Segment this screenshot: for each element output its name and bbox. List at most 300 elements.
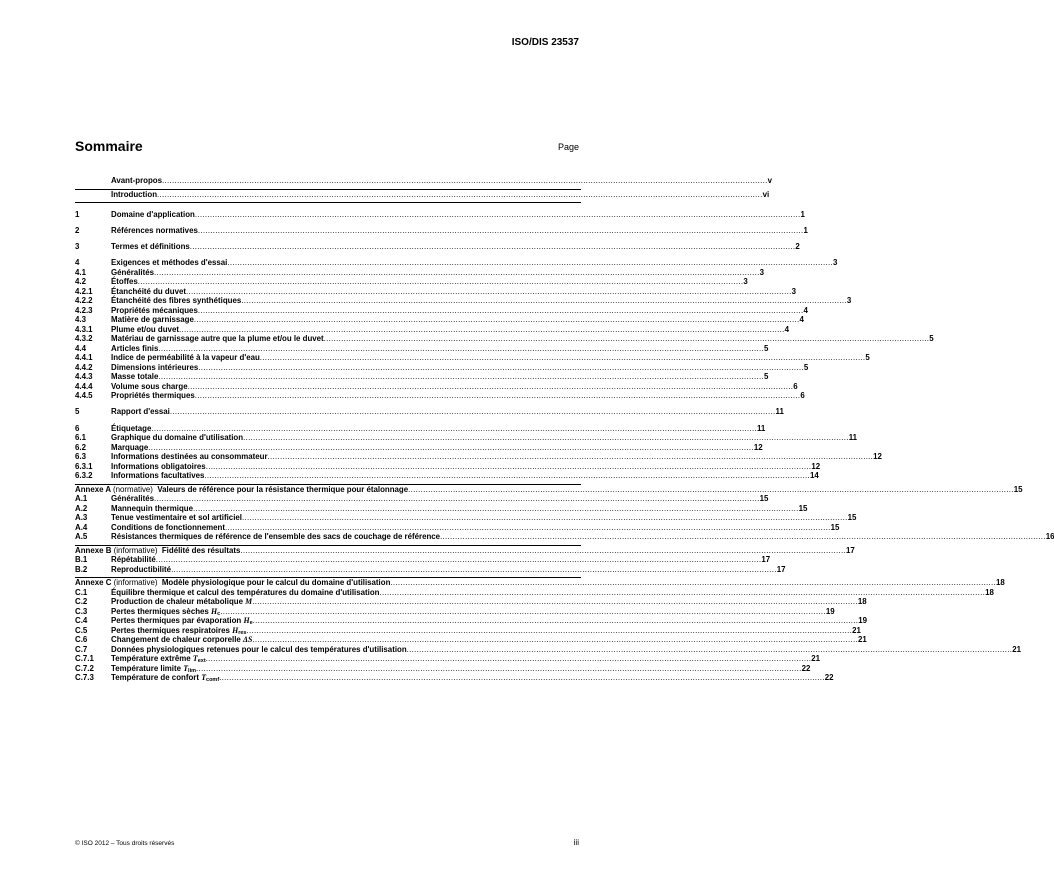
toc-entry-page: 17 [761, 555, 771, 565]
leader-dots [198, 226, 804, 236]
toc-entry-number: A.3 [75, 513, 88, 523]
toc-entry[interactable] [75, 532, 1054, 542]
toc-entry[interactable] [75, 673, 834, 684]
toc-entry-page: 3 [832, 258, 838, 268]
toc-entry-page: 17 [845, 545, 855, 555]
leader-dots [268, 452, 874, 462]
toc-entry-page: 15 [1013, 484, 1023, 494]
annex-title: Modèle physiologique pour le calcul du domaine d'utilisation [161, 578, 391, 588]
toc-entry-page: 12 [811, 461, 821, 471]
toc-entry-page: 3 [846, 296, 852, 306]
annex-title: Fidélité des résultats [161, 545, 241, 555]
toc-entry-title: Propriétés mécaniques [111, 305, 198, 315]
toc-entry-page: 19 [858, 616, 868, 626]
toc-entry-page: 21 [1012, 644, 1022, 654]
leader-dots [154, 494, 760, 504]
toc-entry-title: Informations obligatoires [111, 461, 206, 471]
doc-code: ISO/DIS 23537 [511, 37, 579, 48]
toc-entry-number: A.1 [75, 494, 88, 504]
toc-entry-page: 4 [799, 315, 804, 325]
toc-entry-title: Informations facultatives [111, 471, 205, 481]
leader-dots [196, 664, 802, 674]
toc-entry[interactable] [75, 407, 784, 417]
toc-entry-symbol: H [211, 606, 218, 616]
toc-entry-title: Matière de garnissage [111, 315, 194, 325]
leader-dots [408, 485, 1014, 495]
toc-entry-text [111, 226, 198, 236]
toc-entry[interactable] [75, 616, 868, 627]
toc-entry-title: Introduction [111, 189, 158, 199]
leader-dots [206, 462, 812, 472]
toc-entry[interactable] [75, 391, 805, 401]
leader-dots [204, 471, 810, 481]
toc-entry-title: Termes et définitions [111, 242, 190, 252]
toc-entry-page: 22 [824, 673, 834, 683]
toc-entry[interactable] [75, 503, 808, 514]
leader-dots [190, 242, 796, 252]
toc-entry-text [111, 268, 154, 278]
toc-entry-text [111, 407, 170, 417]
toc-entry-subscript: comf [206, 677, 220, 684]
toc-entry-title: Étanchéité des fibres synthétiques [111, 296, 242, 306]
toc-entry[interactable] [75, 372, 769, 382]
toc-entry-title: Données physiologiques retenues pour le calcul des températures d'utilisation [111, 644, 407, 654]
toc-entry-text [111, 353, 260, 363]
toc-entry-number: 4.4 [75, 343, 86, 353]
toc-entry[interactable] [75, 494, 769, 504]
leader-dots [253, 616, 859, 626]
toc-entry-number: A.4 [75, 522, 88, 532]
toc-entry-text [111, 471, 204, 481]
toc-entry[interactable] [75, 522, 840, 533]
toc-entry-text [111, 504, 193, 514]
leader-dots [151, 424, 757, 434]
toc-entry-text [111, 607, 220, 617]
toc-entry-page: 4 [803, 305, 808, 315]
toc-entry-title: Domaine d'application [111, 209, 195, 219]
leader-dots [198, 306, 804, 316]
toc-entry-page: 5 [763, 343, 769, 353]
toc-entry-page: 15 [847, 513, 857, 523]
toc-entry-title: Généralités [111, 267, 154, 277]
toc-entry-text [111, 242, 190, 252]
toc-entry-title: Reproductibilité [111, 564, 172, 574]
toc-entry-text [111, 258, 227, 268]
toc-entry-number: A.2 [75, 503, 88, 513]
toc-entry[interactable] [75, 471, 819, 481]
toc-entry-text [111, 597, 252, 607]
toc-entry-number: 4.3.2 [75, 334, 93, 344]
toc-entry-title: Informations destinées au consommateur [111, 452, 268, 462]
toc-entry-number: 4.4.5 [75, 391, 93, 401]
toc-entry-text [111, 626, 246, 636]
toc-entry-number: 6.3.1 [75, 461, 93, 471]
leader-dots [324, 334, 930, 344]
leader-dots [162, 176, 768, 186]
annex-type: (informative) [113, 545, 158, 555]
toc-entry-title: Étanchéité du duvet [111, 286, 186, 296]
leader-dots [156, 555, 762, 565]
leader-dots [170, 407, 776, 417]
toc-entry-page: 15 [759, 494, 769, 504]
toc-entry-title: Propriétés thermiques [111, 391, 195, 401]
annex-type: (normative) [113, 484, 153, 494]
toc-entry-page: 21 [857, 635, 867, 645]
toc-entry-page: 11 [848, 433, 858, 443]
toc-entry-number: B.2 [75, 564, 88, 574]
toc-entry-number: B.1 [75, 555, 88, 565]
leader-dots [390, 578, 996, 588]
toc-entry-text [111, 565, 171, 575]
toc-entry[interactable] [75, 555, 771, 565]
toc-entry-subscript: ext [197, 658, 206, 665]
toc-entry-text [111, 494, 154, 504]
toc-entry-page: 6 [800, 391, 805, 401]
toc-entry[interactable] [75, 353, 870, 363]
toc-entry-number: C.3 [75, 606, 88, 616]
toc-entry-page: 18 [857, 597, 867, 607]
toc-entry-number: 2 [75, 225, 80, 235]
toc-entry-number: 4.4.2 [75, 362, 93, 372]
toc-entry-title: Articles finis [111, 343, 159, 353]
toc-entry-number: C.7 [75, 644, 88, 654]
toc-entry-number: C.1 [75, 587, 88, 597]
toc-entry-page: 5 [803, 362, 809, 372]
leader-dots [220, 607, 826, 617]
toc-entry[interactable] [75, 452, 882, 462]
toc-entry-title: Indice de perméabilité à la vapeur d'eau [111, 353, 260, 363]
leader-dots [252, 597, 858, 607]
toc-entry-number: 4.4.1 [75, 353, 93, 363]
toc-entry-text [111, 344, 158, 354]
leader-dots [188, 382, 794, 392]
leader-dots [158, 372, 764, 382]
toc-entry-title: Changement de chaleur corporelle [111, 635, 241, 645]
toc-entry-page: 5 [929, 334, 934, 344]
leader-dots [193, 504, 799, 514]
toc-entry[interactable] [75, 442, 763, 453]
page-column-label: Page [557, 142, 579, 152]
annex-label: Annexe C [75, 578, 112, 588]
toc-entry-text [111, 635, 252, 645]
toc-title: Sommaire [75, 138, 143, 154]
annex-label: Annexe A [75, 484, 111, 494]
toc-entry-title: Avant-propos [111, 176, 162, 185]
toc-entry-page: 17 [776, 564, 786, 574]
toc-entry-page: 18 [985, 587, 994, 597]
leader-dots [240, 546, 846, 556]
toc-entry-text [111, 616, 253, 626]
toc-entry-page: 21 [811, 654, 821, 664]
toc-entry-text [111, 287, 186, 297]
toc-entry-text [111, 210, 195, 220]
toc-entry-page: 15 [798, 503, 808, 513]
toc-entry[interactable] [75, 461, 821, 472]
leader-dots [246, 626, 852, 636]
toc-entry[interactable] [75, 286, 796, 297]
toc-entry-number: C.2 [75, 597, 88, 607]
toc-entry-text [111, 645, 407, 655]
toc-entry[interactable] [75, 606, 835, 617]
toc-entry-text [111, 372, 158, 382]
leader-dots [179, 325, 785, 335]
leader-dots [195, 391, 801, 401]
leader-dots [241, 296, 847, 306]
toc-entry[interactable] [75, 258, 838, 268]
toc-entry-text [111, 673, 219, 683]
toc-entry[interactable] [75, 305, 808, 316]
toc-entry-title: Volume sous charge [111, 381, 188, 391]
toc-entry-symbol: M [245, 597, 253, 607]
toc-entry-number: C.6 [75, 635, 88, 645]
toc-entry[interactable] [75, 423, 766, 434]
toc-entry-title: Conditions de fonctionnement [111, 522, 225, 532]
toc-entry-text [111, 334, 324, 344]
toc-entry[interactable] [75, 564, 786, 575]
toc-entry-number: C.4 [75, 616, 88, 626]
toc-entry-page: 5 [865, 353, 870, 363]
toc-entry[interactable] [75, 597, 867, 607]
toc-entry-text [111, 176, 162, 186]
toc-entry-text [75, 485, 408, 495]
toc-entry-page: 15 [830, 522, 840, 532]
toc-entry-page: 3 [791, 286, 796, 296]
toc-entry-number: A.5 [75, 532, 88, 542]
toc-entry-number: 6.3.2 [75, 471, 93, 481]
leader-dots [138, 277, 744, 287]
leader-dots [158, 344, 764, 354]
toc-entry[interactable] [75, 484, 1023, 495]
toc-entry-page: 5 [764, 372, 769, 382]
toc-entry-symbol: ΔS [243, 635, 253, 645]
toc-entry-number: 4.2 [75, 277, 86, 287]
toc-entry[interactable] [75, 587, 994, 598]
toc-entry-title: Tenue vestimentaire et sol artificiel [111, 513, 242, 523]
toc-entry-title: Marquage [111, 442, 149, 452]
toc-entry-page: 22 [801, 663, 811, 673]
toc-entry[interactable] [75, 267, 764, 278]
toc-entry-title: Mannequin thermique [111, 503, 193, 513]
toc-entry-page: vi [762, 189, 770, 199]
toc-entry-text [111, 452, 268, 462]
toc-entry-number: C.7.3 [75, 673, 94, 683]
leader-dots [243, 433, 849, 443]
toc-entry-page: 14 [810, 471, 819, 481]
toc-entry-text [111, 433, 243, 443]
toc-entry-text [111, 382, 188, 392]
toc-entry-text [75, 578, 390, 588]
toc-entry[interactable] [75, 296, 852, 306]
toc-entry-page: 19 [825, 606, 835, 616]
toc-entry-symbol: H [243, 616, 250, 626]
toc-entry-symbol: T [201, 673, 207, 683]
toc-entry-title: Graphique du domaine d'utilisation [111, 433, 244, 443]
toc-entry-number: 5 [75, 407, 80, 417]
toc-entry-text [111, 363, 198, 373]
leader-dots [252, 635, 858, 645]
toc-entry-number: 4.1 [75, 267, 86, 277]
leader-dots [157, 190, 763, 200]
toc-entry[interactable] [75, 513, 857, 523]
toc-entry-title: Références normatives [111, 225, 198, 235]
toc-entry[interactable] [75, 433, 858, 443]
toc-entry-title: Pertes thermiques sèches [111, 606, 209, 616]
toc-entry[interactable] [75, 324, 789, 335]
toc-entry-number: 4.3 [75, 315, 86, 325]
toc-entry-title: Résistances thermiques de référence de l'ensemble des sacs de couchage de référence [111, 532, 441, 542]
toc-entry-page: v [767, 176, 773, 185]
toc-entry[interactable] [75, 315, 804, 325]
toc-entry-text [111, 532, 440, 542]
leader-dots [206, 654, 812, 664]
toc-entry[interactable] [75, 381, 798, 392]
toc-entry-subscript: e [249, 620, 253, 627]
toc-entry-page: 4 [784, 324, 789, 334]
toc-entry-text [111, 424, 151, 434]
toc-entry-symbol: T [192, 654, 198, 664]
toc-entry-page: 12 [873, 452, 882, 462]
toc-entry-number: C.5 [75, 625, 88, 635]
toc-entry-page: 16 [1045, 532, 1054, 542]
toc-entry-number: 1 [75, 209, 80, 219]
toc-entry-number: 4.2.1 [75, 286, 93, 296]
toc-entry[interactable] [75, 362, 809, 373]
leader-dots [242, 513, 848, 523]
toc-entry-title: Température extrême [111, 654, 191, 664]
toc-entry-text [111, 513, 242, 523]
toc-entry[interactable] [75, 209, 805, 220]
toc-entry-page: 21 [852, 625, 861, 635]
toc-entry-text [111, 462, 206, 472]
footer-copyright: © ISO 2012 – Tous droits réservés [75, 840, 175, 847]
toc-entry-text [111, 315, 194, 325]
toc-entry-symbol: H [232, 625, 239, 635]
toc-entry-page: 1 [803, 225, 808, 235]
toc-entry-text [111, 325, 179, 335]
leader-dots [194, 315, 800, 325]
toc-entry-page: 6 [793, 381, 798, 391]
toc-entry-number: C.7.2 [75, 663, 94, 673]
toc-entry-number: 6 [75, 423, 80, 433]
toc-entry-title: Étiquetage [111, 423, 152, 433]
leader-dots [407, 645, 1013, 655]
toc-entry-title: Plume et/ou duvet [111, 324, 179, 334]
toc-entry-number: C.7.1 [75, 654, 94, 664]
toc-entry[interactable] [75, 277, 748, 287]
toc-entry-title: Température de confort [111, 673, 199, 683]
toc-entry-number: 4.2.3 [75, 305, 93, 315]
toc-entry[interactable] [75, 176, 773, 186]
leader-dots [227, 258, 833, 268]
leader-dots [154, 268, 760, 278]
toc-entry-text [111, 654, 206, 664]
toc-entry[interactable] [75, 654, 821, 665]
toc-entry-subscript: res [238, 629, 247, 636]
toc-entry-number: 4.4.3 [75, 372, 93, 382]
toc-entry-text [75, 546, 240, 556]
toc-entry-number: 4.3.1 [75, 324, 93, 334]
toc-entry-title: Température limite [111, 663, 182, 673]
annex-label: Annexe B [75, 545, 112, 555]
toc-entry-subscript: lim [188, 667, 196, 674]
toc-entry-symbol: T [183, 663, 189, 673]
toc-entry-text [111, 190, 157, 200]
leader-dots [440, 532, 1046, 542]
toc-entry-page: 3 [759, 267, 764, 277]
toc-entry[interactable] [75, 225, 808, 236]
toc-entry-text [111, 391, 195, 401]
toc-entry-title: Équilibre thermique et calcul des températures du domaine d'utilisation [111, 587, 380, 597]
toc-entry-title: Production de chaleur métabolique [111, 597, 243, 607]
section-separator [75, 202, 581, 203]
toc-entry-page: 11 [756, 423, 766, 433]
toc-entry-number: 6.2 [75, 442, 86, 452]
toc-entry-number: 4.4.4 [75, 381, 93, 391]
toc-entry-page: 2 [795, 242, 800, 252]
toc-entry[interactable] [75, 578, 1005, 588]
toc-entry[interactable] [75, 242, 800, 252]
toc-entry-title: Étoffes [111, 277, 138, 287]
toc-entry-text [111, 306, 198, 316]
table-of-contents [75, 176, 1054, 684]
toc-entry-page: 18 [996, 578, 1005, 588]
toc-entry-title: Répétabilité [111, 555, 156, 565]
toc-entry-text [111, 296, 241, 306]
leader-dots [195, 210, 801, 220]
toc-entry-text [111, 588, 379, 598]
toc-entry[interactable] [75, 635, 867, 645]
toc-entry-title: Généralités [111, 494, 154, 504]
toc-entry-text [111, 277, 138, 287]
toc-entry-page: 3 [743, 277, 748, 287]
leader-dots [225, 523, 831, 533]
toc-entry-title: Exigences et méthodes d'essai [111, 258, 228, 268]
toc-entry-title: Dimensions intérieures [111, 362, 199, 372]
toc-entry[interactable] [75, 334, 934, 344]
toc-entry-number: 6.3 [75, 452, 86, 462]
toc-entry[interactable] [75, 545, 855, 556]
toc-entry-title: Pertes thermiques par évaporation [111, 616, 242, 626]
leader-dots [379, 588, 985, 598]
toc-entry-title: Matériau de garnissage autre que la plume et/ou le duvet [111, 334, 324, 344]
toc-entry-text [111, 443, 148, 453]
leader-dots [171, 565, 777, 575]
leader-dots [198, 363, 804, 373]
footer-page-number: iii [573, 838, 579, 847]
annex-type: (informative) [113, 578, 158, 588]
toc-entry[interactable] [75, 663, 811, 674]
toc-entry[interactable] [75, 189, 770, 200]
leader-dots [219, 673, 825, 683]
leader-dots [186, 287, 792, 297]
toc-entry-text [111, 555, 156, 565]
toc-entry-page: 12 [753, 442, 763, 452]
toc-entry-number: 3 [75, 242, 80, 252]
toc-entry-text [111, 523, 225, 533]
toc-entry-page: 1 [800, 209, 805, 219]
toc-entry[interactable] [75, 625, 861, 636]
toc-entry-text [111, 664, 196, 674]
leader-dots [148, 443, 754, 453]
toc-entry-number: 6.1 [75, 433, 86, 443]
toc-entry[interactable] [75, 644, 1022, 655]
toc-entry-subscript: c [217, 610, 221, 617]
toc-entry-number: 4 [75, 258, 80, 268]
toc-entry-title: Pertes thermiques respiratoires [111, 625, 230, 635]
toc-entry-title: Rapport d'essai [111, 407, 170, 417]
toc-entry-number: 4.2.2 [75, 296, 93, 306]
toc-entry[interactable] [75, 343, 769, 354]
